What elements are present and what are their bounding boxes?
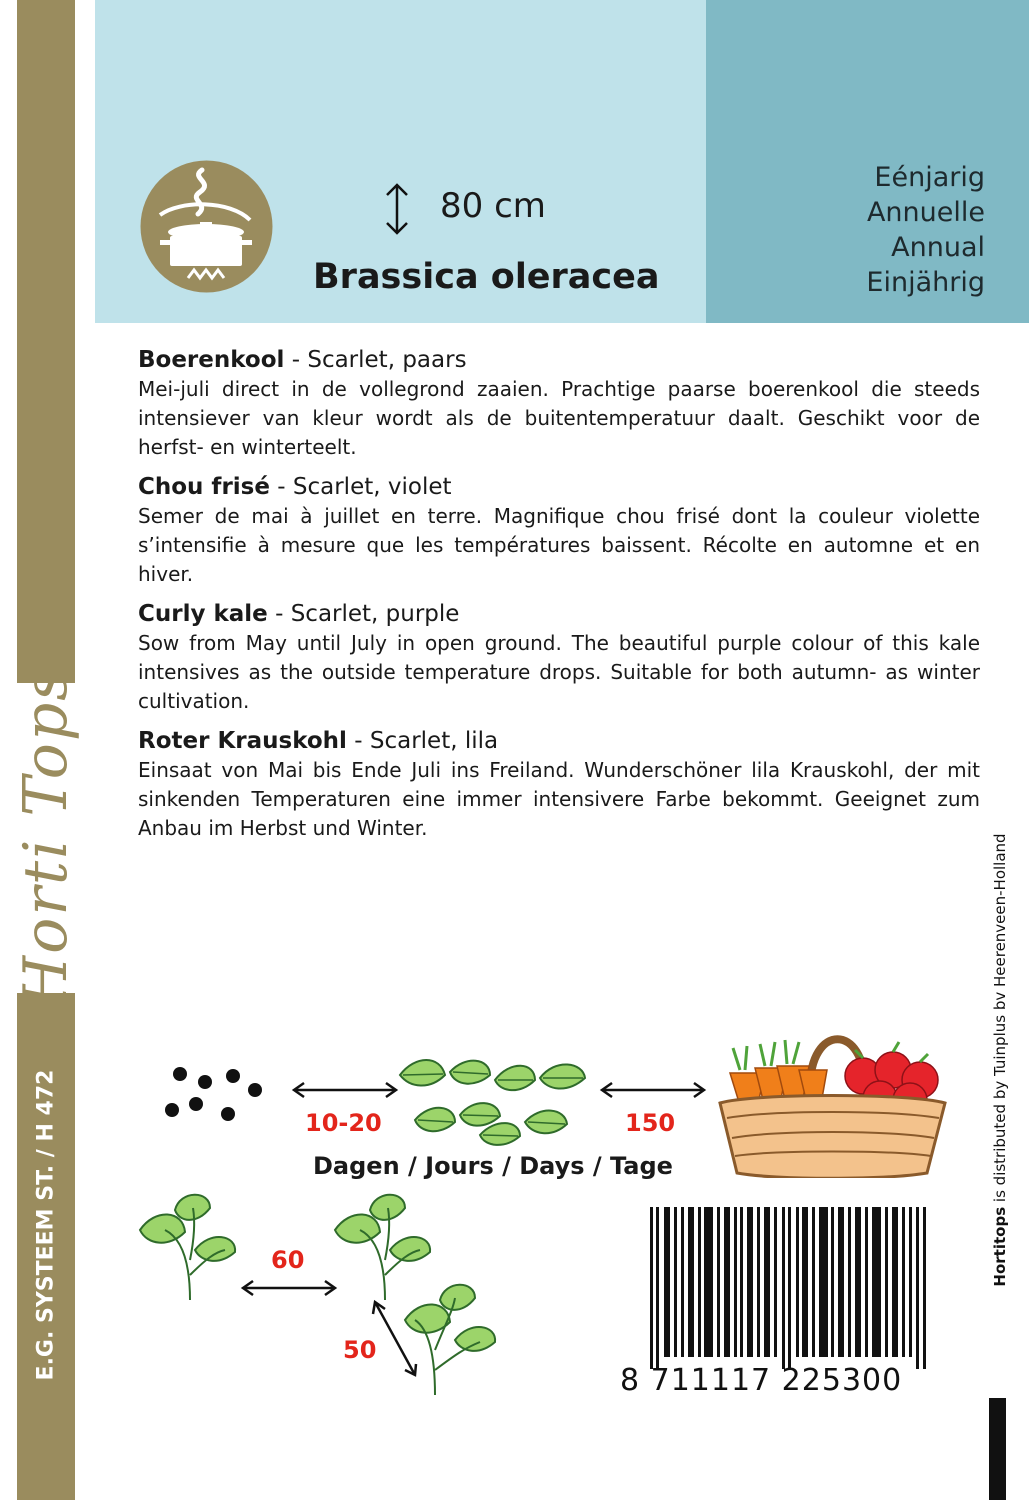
description-area — [138, 345, 980, 853]
section-en — [138, 599, 980, 716]
germination-arrow-icon — [290, 1080, 400, 1100]
crop-name: Chou frisé — [138, 474, 270, 500]
row-spacing: 60 — [271, 1246, 305, 1274]
section-text: Semer de mai à juillet en terre. Magnifique chou frisé dont la couleur violette s’intensifie à mesure que les températures baissent. Récolte en automne et en hiver. — [138, 504, 980, 586]
cooking-pot-icon — [140, 160, 273, 293]
height-arrow-icon — [380, 182, 414, 236]
section-title — [138, 472, 980, 502]
distributor-text: is distributed by Tuinplus bv Heerenveen-Holland — [991, 833, 1009, 1207]
section-nl — [138, 345, 980, 462]
lifecycle-de: Einjährig — [866, 267, 985, 298]
harvest-days: 150 — [625, 1109, 676, 1137]
harvest-arrow-icon — [598, 1080, 708, 1100]
crop-name: Curly kale — [138, 601, 268, 627]
plant-spacing-diagram — [135, 1190, 510, 1405]
variety-name: - Scarlet, purple — [267, 601, 460, 627]
section-text: Sow from May until July in open ground. The beautiful purple colour of this kale intensives as the outside temperature drops. Suitable for both autumn- as winter cultivation. — [138, 631, 980, 713]
distributor-brand: Hortitops — [991, 1206, 1009, 1287]
crop-name: Roter Krauskohl — [138, 728, 347, 754]
brand-logo-text: Horti Tops — [11, 667, 81, 1009]
germination-days: 10-20 — [305, 1109, 382, 1137]
lifecycle-list — [866, 160, 985, 300]
section-text: Einsaat von Mai bis Ende Juli ins Freiland. Wunderschöner lila Krauskohl, der mit sinkenden Temperaturen eine immer intensivere Farbe bekommt. Geeignet zum Anbau im Herbst und Winter. — [138, 758, 980, 840]
section-title — [138, 726, 980, 756]
variety-name: - Scarlet, paars — [284, 347, 467, 373]
section-fr — [138, 472, 980, 589]
species-name: Brassica oleracea — [313, 257, 660, 297]
system-code: E.G. SYSTEEM ST. / H 472 — [33, 1069, 59, 1381]
lifecycle-nl: Eénjarig — [874, 162, 985, 193]
section-title — [138, 345, 980, 375]
distributor-note — [991, 833, 1009, 1286]
days-label: Dagen / Jours / Days / Tage — [313, 1152, 673, 1180]
section-title — [138, 599, 980, 629]
plant-spacing: 50 — [343, 1336, 377, 1364]
variety-name: - Scarlet, violet — [269, 474, 452, 500]
crop-name: Boerenkool — [138, 347, 285, 373]
section-de — [138, 726, 980, 843]
harvest-basket-icon — [715, 1018, 950, 1178]
barcode — [650, 1207, 927, 1369]
distributor-bar — [989, 1398, 1006, 1500]
section-text: Mei-juli direct in de vollegrond zaaien. Prachtige paarse boerenkool die steeds intensiever van kleur wordt als de buitentemperatuur daalt. Geschikt voor de herfst- en winterteelt. — [138, 377, 980, 459]
barcode-number: 8 711117 225300 — [620, 1363, 903, 1398]
seeds-icon — [160, 1062, 265, 1132]
seedlings-icon — [395, 1050, 590, 1150]
lifecycle-en: Annual — [891, 232, 985, 263]
variety-name: - Scarlet, lila — [346, 728, 499, 754]
lifecycle-fr: Annuelle — [866, 197, 985, 228]
brand-strip-top — [17, 0, 75, 683]
plant-height: 80 cm — [440, 186, 546, 226]
